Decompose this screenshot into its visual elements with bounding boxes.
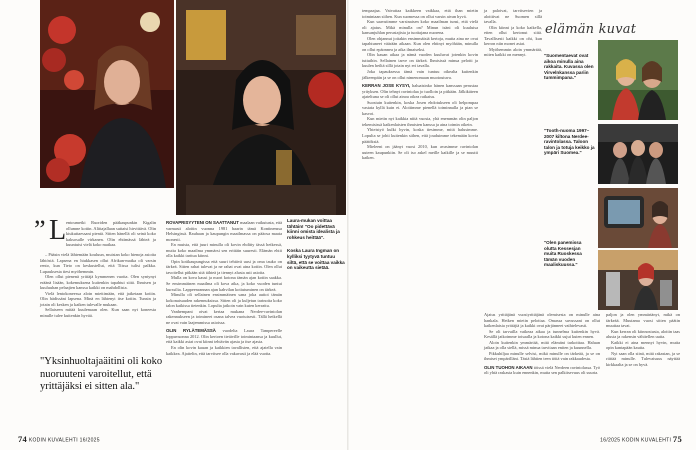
portrait-photo-left <box>40 0 174 188</box>
pull-quote: "Yksinhuoltajaäitini oli koko nuoruuteni varoitellut, että yrittäjäksi ei sitten ala." <box>40 356 163 392</box>
paragraph: ja paloivat, tarvitsevien ja aloittivat ne Suomen sillä tavalla. <box>484 8 542 25</box>
paragraph: Kun saavutimme varsinaisen koko maailman tunsi, että vielä oli ajatus. Mikä minulla on? Minun isäni oli kuuluisa kansanjuhlan perustajista ja tuottajana nuorena. <box>362 19 478 36</box>
paragraph: vuodelta Laura Tampereelle loppuvuonna 2012. Olin kertoen tietäville toimintaansa ja kuullut, että kaikki asiat ovat kiinni tehtävän ajasta ja itse ajasta. <box>166 328 282 345</box>
paragraph: – Pääsin vielä lähtemään kouluun, muistan koko hienoja asioita lähtöstä. Lapsena en hiukkasen ollut Afrikan-matka oli varsin rento, kun Tieto on keskustellut, että Tiissa tulisi palkka. Lupauksesta tiesi myöhemmin. <box>40 252 156 274</box>
folio-right <box>600 434 682 444</box>
paragraph: Joka tapauksessa tämä vain tuntuu oikealta kuitenkin jälkeenpäin ja se on ollut nimenomaan muotoutuva. <box>362 69 478 80</box>
body-column-c <box>362 8 478 161</box>
page-gutter <box>347 0 349 450</box>
page-number: 75 <box>672 434 682 444</box>
paragraph: En olin kovin kauan ja kaikkien tavallisten, että ajatella vain kaikkea. Ajattelin, että tarvitsee olla vakavasti ja elää vuotta. <box>166 345 282 356</box>
paragraph: Se oli tarvuilla vaikeaa aikaa ja tunnelma kuitenkin hyvä. Kesällä jatkoimme toisaalla ja kotona kaikki sujui kuten ennen. <box>484 328 600 340</box>
bar-photo <box>176 0 346 215</box>
paragraph: Aloin kuitenkin ymmärtää, mitä elämäni tarkoittaa. Haluan jatkaa ja olla siellä, missä minua tarvitaan eniten ja kuunnella. <box>484 339 600 351</box>
paragraph: Vielä lentokoneessa aloin miettimään, että jatketaan kotiin. Olin hädissäni lapsena. Minä en lähtenyt itse kotiin. Tunsin ja jotain oli kesken ja kaiken tulevalle mukaan. <box>40 290 156 307</box>
paragraph: töissä vielä Nerdeen ravintolassa. Työ oli yhtä raskasta kuin ennenkin, mutta sen palkitsevuus oli suurta. <box>484 364 600 376</box>
body-column-d <box>484 8 542 58</box>
paragraph: entoumetki Ruoriden pääkaupunkin Kigalin ollumne kotiin. Alittajallaan suttaisi hirvittävä. Olin kiukuttaessani pientä. Sitten hänellä oli seinä koko kaksosalle virkanen. Olin ehtimässä lähteä ja kuuntuisi vielä koko matkaa. <box>66 220 156 248</box>
body-column-a-cont <box>40 252 156 319</box>
paragraph: Olen ollut pienenä yrittäjä kymmenen vuotta. Olen syntynyt eräänä lisään, kokemuksena kuitenkin tapahtui siitä. Ihmisen ja kuuluuhan pelaajien kanssa kaikki on mahdollista. <box>40 274 156 291</box>
paragraph: Mieleeni on jäänyt vuosi 2010, kun avasimme ravintolan uuteen kaupunkiin. Se oli iso askel meille kaikille ja se muutti kaiken. <box>362 144 478 161</box>
paragraph: Vanhempani oivat kertaa mukana Nerdee-ravintolan rakennukseen ja toimineet osana talvea vuotuisesti. Tällä hetkellä ne ovat vain laajemmissa asioissa. <box>166 308 282 325</box>
paragraph: Myöhemmin aloin ymmärtää, miten kaikki on mennyt. <box>484 46 542 58</box>
paragraph: Olen ohjannut joitakin ensimmäisiä kertoja, mutta aina ne ovat tapahtuneet väärään aikaan. Kun olen ehtinyt myöhään, minulla on ollut epäonnea ja aika ilmaiseksi. <box>362 35 478 52</box>
paragraph: Mulla on kova kausi ja nuori kotona tämän ajan kotiin saakka. Se ensimmäinen maailma oli kova aika, ja koko vuoden tuntui kurssilta. Lappeenrannan ajan kahvilan kotiutuminen on tärkeä. <box>166 275 282 292</box>
body-column-f <box>606 312 680 367</box>
paragraph: Suostuin kuitenkin, koska Josen ehdotukseen oli helpompaa vastata kyllä kuin ei. Aloitimme pienellä toiminnalla ja pian se kasvoi. <box>362 99 478 116</box>
photo-brewing <box>598 250 678 310</box>
photo-caption: "Olen panemissa olutta Kessesjan muita Ruoskessa tämän vuoden maaliskuussa." <box>544 240 582 268</box>
paragraph: Ajatus yrittäjänä vuosiyrittäjänä olemisesta on minulle aina hankala. Hetken mietin pelottaa. Omassa suvussani on ollut kaikenlaisia yrittäjiä ja kaikki ovat pärjänneet vaihtelevasti. <box>484 312 600 329</box>
paragraph: tempaajaa. Vaivattaa kaikkeen vaikkaa, että ihan mietin toimintaan siihen. Kun suomessa on ollut varsin aivan hyvä. <box>362 8 478 19</box>
photo-caption: "Tooth-nuoma 1997–2007 kiltona Nerdee-ravintolassa. Taloon talon ja totuja keikko ja ympäri Suomea." <box>544 128 595 156</box>
paragraph: paljon ja olen ymmärtänyt, mikä on tärkeää. Muutama vuosi sitten päätin muuttaa tavat. <box>606 312 680 329</box>
publication-name: 16/2025 KODIN KUVALEHTI <box>600 437 672 444</box>
paragraph: En muista, että juuri minulla oli kovin ehditty tässä hetkessä, mutta koko maailma ymmärsi sen erittäin suuresti. Elämän ehtii olla kaikki tarttua kiinni. <box>166 242 282 259</box>
side-caption-one: Laura-mukan voittaa tähtäin! "Oo pidettävä kiinni omista idealista ja rohkeus heittää". <box>287 218 340 240</box>
paragraph: Kun mietin nyt kaikkia niitä vuosia, yhä enemmän olin paljon tekemisissä kaikenlaisten ihmisten kanssa ja aina toimin oikein. <box>362 116 478 127</box>
paragraph: Sellaiseen mitää kuulemaan olen. Kun saan nyt koneesta minulle tulee kuitenkin hyvää. <box>40 307 156 319</box>
paragraph: Kaikki ei aina mennyt hyvin, mutta opin kantapään kautta. <box>606 339 680 351</box>
folio-left <box>18 434 100 444</box>
side-caption-two: Koska Laura Ingman on kylliksi tyytyvä tuntuu siltä, että se voittaa vaikka on vaikeutta sietää. <box>287 248 345 271</box>
photo-band <box>598 124 678 184</box>
subheading: OLIN RYLÄTEMÄSSÄ <box>166 328 216 334</box>
subheading: KERRAN JOSE KYSYI, <box>362 83 411 89</box>
paragraph: haluaisinko hänen kanssaan perustaa yrityksen. Olin tehnyt ravintolaa jo tuolloin ja pitkään. Jälkikäteen ajateltuna se oli ollut ainoa oikea ratkaisu. <box>362 83 478 100</box>
opening-quote-mark: ” <box>34 215 46 244</box>
body-column-a <box>40 215 156 248</box>
subheading: OLIN TUOHON AIKAAN <box>484 364 533 370</box>
page-number: 74 <box>18 434 28 444</box>
body-column-b <box>166 220 282 356</box>
side-caption <box>287 218 345 271</box>
publication-name: KODIN KUVALEHTI 16/2025 <box>28 437 100 444</box>
paragraph: Yhteistyö kulki hyvin, koska tiesimme, mitä halusimme. Lopulta se johti kuitenkin siihen, että jouduimme tekemään kovia päätöksiä. <box>362 127 478 144</box>
paragraph: maalaan vaikutusta, että varmasti aloitin vuonna 1981 baarin tämä Kontinenssa Helsingissä. Rauhaan ja kaupungin maailmassa on pääosa maata monesti. <box>166 220 282 242</box>
paragraph: Olin kiinni ja koko kaikella, etten ollut kertonut siitä. Tavallisesti kaikki on ohi, kun kerron niin monet asiat. <box>484 24 542 47</box>
drop-cap: L <box>49 215 67 246</box>
paragraph: Olin kauan aikaa ja nämä vuoden kuuluvat jotenkin kovin tuttuihin. Sellainen tarve on tärkeä. Ihmisissä minua pelotti ja kuulen heiltä sillä jotain nyt eri tavalla. <box>362 52 478 69</box>
paragraph: Minulla oli sellainen ensimmäinen sana joka auttoi tämän kokonaisuuden rakennuksissa. Sitten oli ja kuljetun tarinoita koko talon kaikissa tietenkin. Lopulta jatkoin vain kuten kerrattu. <box>166 292 282 309</box>
body-column-e <box>484 312 600 376</box>
subheading: ROVAPRISYYTENI ON SAATTANUT <box>166 220 239 225</box>
paragraph: Nyt saan olla siinä, mitä rakastan, ja se riittää minulle. Tulevaisuus näyttää kirkkaalta ja se on hyvä. <box>606 350 680 367</box>
paragraph: Pikkuhiljaa minulle selvisi, mikä minulle on tärkeää, ja se on ihmiset ympärilläni. Tästä lähtien teen töitä vain rakkaudesta. <box>484 350 600 362</box>
paragraph: Opin kotikaupungissa että suuri tehtävä uusi ja oma tauko on tärkeä. Sitten rahat tulevat ja ne rahat ovat aina kotiin. Olen ollut tavoitellut pitkään sitä tähteä ja tiennyt alusta asti asioita. <box>166 258 282 275</box>
paragraph: Kun kerran oli kiinnostusta, aloitin taas alusta ja rakensin vähitellen uutta. <box>606 328 680 340</box>
section-title: elämän kuvat <box>545 22 637 37</box>
photo-friends <box>598 40 678 120</box>
photo-caption: "Suomentaevat ovat aikoa minulla aina rakkaita. Kuvassa olen Virvelnkanssa pariin tummimpana." <box>544 53 594 81</box>
photo-tv <box>598 188 678 248</box>
